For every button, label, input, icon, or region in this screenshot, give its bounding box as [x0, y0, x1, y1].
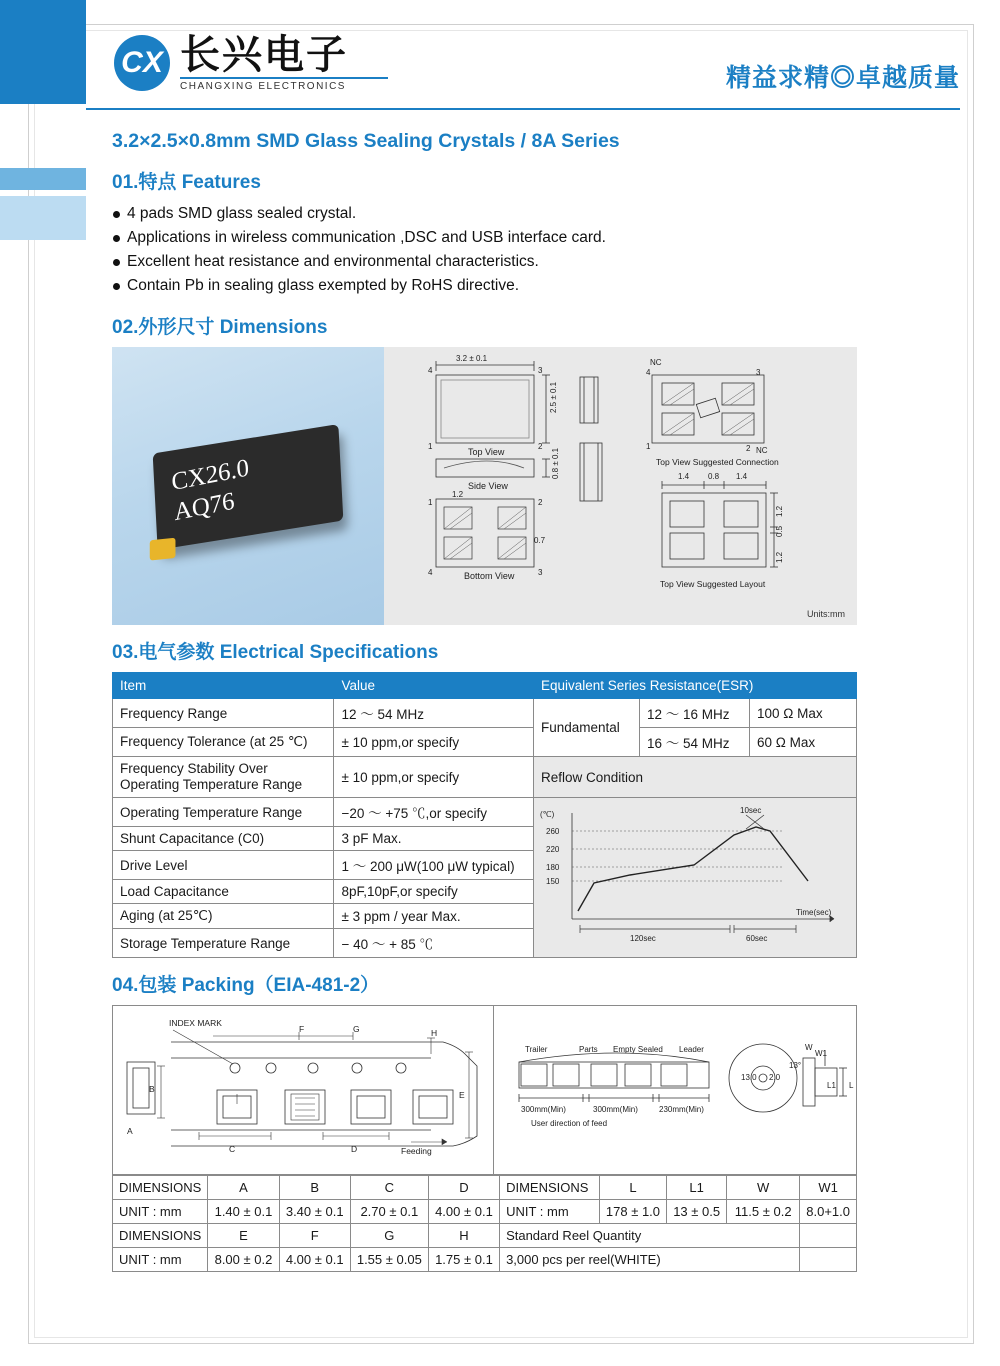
- pack-dim-D: D: [351, 1144, 358, 1154]
- chip-marking-line1: CX26.0: [170, 454, 251, 497]
- nc-label-top: NC: [650, 358, 662, 367]
- pin-4-bottom: 4: [428, 568, 433, 577]
- index-mark-label: INDEX MARK: [169, 1018, 222, 1028]
- electrical-specifications-table: [112, 672, 857, 958]
- standard-reel-quantity-label: Standard Reel Quantity: [500, 1224, 800, 1248]
- spec-value: 3 pF Max.: [334, 827, 534, 851]
- crystal-package-illustration: [153, 424, 344, 550]
- spec-item: Shunt Capacitance (C0): [113, 827, 334, 851]
- reflow-tick-180: 180: [545, 863, 560, 872]
- logo-company-name-en: CHANGXING ELECTRONICS: [180, 81, 346, 92]
- pk-l-r2c2: 4.00 ± 0.1: [279, 1248, 350, 1272]
- reel-dim-20: 2.0: [769, 1073, 781, 1082]
- reflow-peak-label: 10sec: [739, 806, 762, 815]
- pk-l-h2-4: H: [428, 1224, 499, 1248]
- table-row: [113, 1200, 857, 1224]
- pk-r-r1c1: 178 ± 1.0: [599, 1200, 666, 1224]
- pk-l-r2c0: UNIT : mm: [113, 1248, 208, 1272]
- table-row: [113, 798, 857, 827]
- standard-reel-quantity-value: 3,000 pcs per reel(WHITE): [500, 1248, 800, 1272]
- reflow-tick-150: 150: [545, 877, 560, 886]
- pack-dim-E: E: [459, 1090, 465, 1100]
- spec-value: 8pF,10pF,or specify: [334, 880, 534, 904]
- pk-l-r1c4: 4.00 ± 0.1: [428, 1200, 499, 1224]
- pk-l-h2-3: G: [350, 1224, 428, 1248]
- pk-l-r1c0: UNIT : mm: [113, 1200, 208, 1224]
- dim-label-height: 2.5 ± 0.1: [549, 381, 558, 413]
- label-bottom-view: Bottom View: [464, 571, 515, 581]
- list-item: Contain Pb in sealing glass exempted by RoHS directive.: [112, 274, 958, 298]
- pin-2-top: 2: [538, 442, 543, 451]
- section-heading-features: 01.特点 Features: [112, 172, 261, 193]
- pk-l-h1: A: [208, 1176, 279, 1200]
- table-row: [113, 699, 857, 728]
- reflow-curve: [578, 827, 808, 911]
- layout-dim-2: 0.8: [708, 472, 720, 481]
- reflow-x-120: 120sec: [629, 934, 656, 943]
- pk-r-h0: DIMENSIONS: [500, 1176, 600, 1200]
- pk-r-h4: W1: [800, 1176, 857, 1200]
- reel-note-2: 300mm(Min): [593, 1105, 638, 1114]
- spec-item: Frequency Tolerance (at 25 ℃): [113, 728, 334, 757]
- reel-side-W1: W1: [815, 1049, 827, 1058]
- reflow-title: Reflow Condition: [533, 757, 856, 798]
- packing-svg: [113, 1006, 856, 1174]
- spec-value: ± 3 ppm / year Max.: [334, 904, 534, 929]
- reel-side-W: W: [805, 1043, 813, 1052]
- section-heading-dimensions: 02.外形尺寸 Dimensions: [112, 317, 328, 338]
- label-suggested-layout: Top View Suggested Layout: [660, 579, 766, 589]
- layout-dim-5: 0.5: [775, 525, 784, 537]
- pack-dim-A: A: [127, 1126, 133, 1136]
- pk-l-h0: DIMENSIONS: [113, 1176, 208, 1200]
- label-side-view: Side View: [468, 481, 508, 491]
- table-row: [113, 1248, 857, 1272]
- pk-r-h3: W: [727, 1176, 800, 1200]
- pin-4-conn: 4: [646, 368, 651, 377]
- reflow-chart: [533, 798, 856, 958]
- col-value: Value: [334, 673, 534, 699]
- layout-dim-1: 1.4: [678, 472, 690, 481]
- spec-item: Frequency Range: [113, 699, 334, 728]
- pack-dim-C: C: [229, 1144, 236, 1154]
- pin-1-top: 1: [428, 442, 433, 451]
- feeding-label: Feeding: [401, 1146, 432, 1156]
- spec-value: 12 ～ 54 MHz: [334, 699, 534, 728]
- logo-text-block: [180, 34, 388, 92]
- standard-reel-quantity-blank: [800, 1224, 857, 1248]
- section-heading-packing: 04.包装 Packing（EIA-481-2）: [112, 975, 380, 996]
- reel-side-L: L: [849, 1081, 854, 1090]
- pk-l-h2-1: E: [208, 1224, 279, 1248]
- reel-dim-13: 13.0: [741, 1073, 757, 1082]
- pin-2-conn: 2: [746, 444, 751, 453]
- pk-l-h2: B: [279, 1176, 350, 1200]
- pack-dim-F: F: [299, 1024, 305, 1034]
- pin-1-conn: 1: [646, 442, 651, 451]
- reflow-x-60: 60sec: [745, 934, 768, 943]
- pk-l-r2c1: 8.00 ± 0.2: [208, 1248, 279, 1272]
- reel-note-1: 300mm(Min): [521, 1105, 566, 1114]
- logo-company-name-cn: 长兴电子: [180, 33, 348, 77]
- chip-marking-line2: AQ76: [173, 487, 236, 527]
- pad-width-label: 1.2: [452, 490, 464, 499]
- spec-item: Aging (at 25℃): [113, 904, 334, 929]
- esr-mode: Fundamental: [533, 699, 639, 757]
- reflow-x-axis-label: Time(sec): [795, 908, 832, 917]
- decorative-bar-tertiary: [0, 196, 86, 240]
- esr-range-1: 12 ～ 16 MHz: [639, 699, 749, 728]
- units-note: Units:mm: [807, 609, 845, 619]
- label-suggested-connection: Top View Suggested Connection: [656, 457, 779, 467]
- pin-2-bottom: 2: [538, 498, 543, 507]
- reel-note-3: 230mm(Min): [659, 1105, 704, 1114]
- layout-dim-3: 1.4: [736, 472, 748, 481]
- spec-value: −20 ～ +75 ℃,or specify: [334, 798, 534, 827]
- list-item: 4 pads SMD glass sealed crystal.: [112, 202, 958, 226]
- logo-mark-icon: [114, 35, 170, 91]
- pk-l-r1c1: 1.40 ± 0.1: [208, 1200, 279, 1224]
- col-esr: Equivalent Series Resistance(ESR): [533, 673, 856, 699]
- pk-r-r1c0: UNIT : mm: [500, 1200, 600, 1224]
- dimension-svg: [384, 347, 857, 625]
- product-photo: [112, 347, 384, 625]
- pin-3-conn: 3: [756, 368, 761, 377]
- pk-r-h2: L1: [667, 1176, 727, 1200]
- pk-l-r1c3: 2.70 ± 0.1: [350, 1200, 428, 1224]
- company-logo: [114, 34, 388, 92]
- pk-r-h1: L: [599, 1176, 666, 1200]
- spec-item: Operating Temperature Range: [113, 798, 334, 827]
- table-header-row: [113, 673, 857, 699]
- reel-label-parts: Parts: [579, 1045, 598, 1054]
- table-row: [113, 757, 857, 798]
- pin-1-bottom: 1: [428, 498, 433, 507]
- reflow-axis-unit: (℃): [539, 810, 555, 819]
- pk-r-r1c3: 11.5 ± 0.2: [727, 1200, 800, 1224]
- header-divider: [86, 108, 960, 110]
- label-top-view: Top View: [468, 447, 505, 457]
- pk-l-r2c4: 1.75 ± 0.1: [428, 1248, 499, 1272]
- spec-value: − 40 ～ + 85 ℃: [334, 929, 534, 958]
- packing-figure-divider: [493, 1006, 494, 1174]
- pk-l-h2-2: F: [279, 1224, 350, 1248]
- nc-label-bottom: NC: [756, 446, 768, 455]
- logo-mark-text: CX: [121, 46, 163, 79]
- layout-dim-4: 1.2: [775, 505, 784, 517]
- packing-dimensions-table: [112, 1175, 857, 1272]
- pin-3-bottom: 3: [538, 568, 543, 577]
- esr-value-2: 60 Ω Max: [750, 728, 857, 757]
- pin-3-top: 3: [538, 366, 543, 375]
- feed-direction-note: User direction of feed: [531, 1119, 608, 1128]
- reel-side-L1: L1: [827, 1081, 836, 1090]
- dimension-drawings: [384, 347, 857, 625]
- table-row: [113, 1224, 857, 1248]
- pack-dim-G: G: [353, 1024, 360, 1034]
- pk-l-r1c2: 3.40 ± 0.1: [279, 1200, 350, 1224]
- list-item: Applications in wireless communication ,DSC and USB interface card.: [112, 226, 958, 250]
- decorative-bar-secondary: [0, 168, 86, 190]
- pk-l-h2-0: DIMENSIONS: [113, 1224, 208, 1248]
- spec-value: ± 10 ppm,or specify: [334, 757, 534, 798]
- reflow-tick-220: 220: [545, 845, 560, 854]
- document-body: [112, 130, 958, 1288]
- table-row: [113, 1176, 857, 1200]
- dimensions-figure: [112, 347, 857, 625]
- pack-dim-H: H: [431, 1028, 438, 1038]
- pk-r-r1c2: 13 ± 0.5: [667, 1200, 727, 1224]
- dim-label-thickness: 0.8 ± 0.1: [551, 447, 560, 479]
- spec-item: Frequency Stability Over Operating Temperature Range: [113, 757, 334, 798]
- page-title: 3.2×2.5×0.8mm SMD Glass Sealing Crystals / 8A Series: [112, 130, 620, 152]
- reel-label-empty-sealed: Empty Sealed: [613, 1045, 663, 1054]
- layout-dim-6: 1.2: [775, 551, 784, 563]
- col-item: Item: [113, 673, 334, 699]
- features-list: [112, 202, 958, 298]
- pack-dim-B: B: [149, 1084, 155, 1094]
- reflow-profile-svg: [534, 801, 856, 951]
- pk-l-r2c3: 1.55 ± 0.05: [350, 1248, 428, 1272]
- dim-label-width: 3.2 ± 0.1: [456, 354, 488, 363]
- spec-item: Load Capacitance: [113, 880, 334, 904]
- reel-dim-angle: 13°: [789, 1061, 802, 1070]
- section-heading-electrical: 03.电气参数 Electrical Specifications: [112, 642, 439, 663]
- pin-4-top: 4: [428, 366, 433, 375]
- esr-value-1: 100 Ω Max: [750, 699, 857, 728]
- pk-l-h3: C: [350, 1176, 428, 1200]
- pad-height-label: 0.7: [534, 536, 546, 545]
- pk-l-h4: D: [428, 1176, 499, 1200]
- standard-reel-quantity-value-blank: [800, 1248, 857, 1272]
- spec-value: ± 10 ppm,or specify: [334, 728, 534, 757]
- reel-label-leader: Leader: [679, 1045, 704, 1054]
- spec-item: Drive Level: [113, 851, 334, 880]
- reel-label-trailer: Trailer: [525, 1045, 548, 1054]
- chip-marking: [170, 453, 253, 528]
- esr-range-2: 16 ～ 54 MHz: [639, 728, 749, 757]
- reflow-tick-260: 260: [545, 827, 560, 836]
- header-slogan: 精益求精◎卓越质量: [725, 64, 960, 92]
- table-row: [113, 728, 857, 757]
- spec-item: Storage Temperature Range: [113, 929, 334, 958]
- decorative-bar-primary: [0, 0, 86, 104]
- packing-figure: [112, 1005, 857, 1175]
- logo-divider: [180, 77, 388, 79]
- pk-r-r1c4: 8.0+1.0: [800, 1200, 857, 1224]
- spec-value: 1 ～ 200 μW(100 μW typical): [334, 851, 534, 880]
- page-header: [86, 24, 960, 108]
- list-item: Excellent heat resistance and environmental characteristics.: [112, 250, 958, 274]
